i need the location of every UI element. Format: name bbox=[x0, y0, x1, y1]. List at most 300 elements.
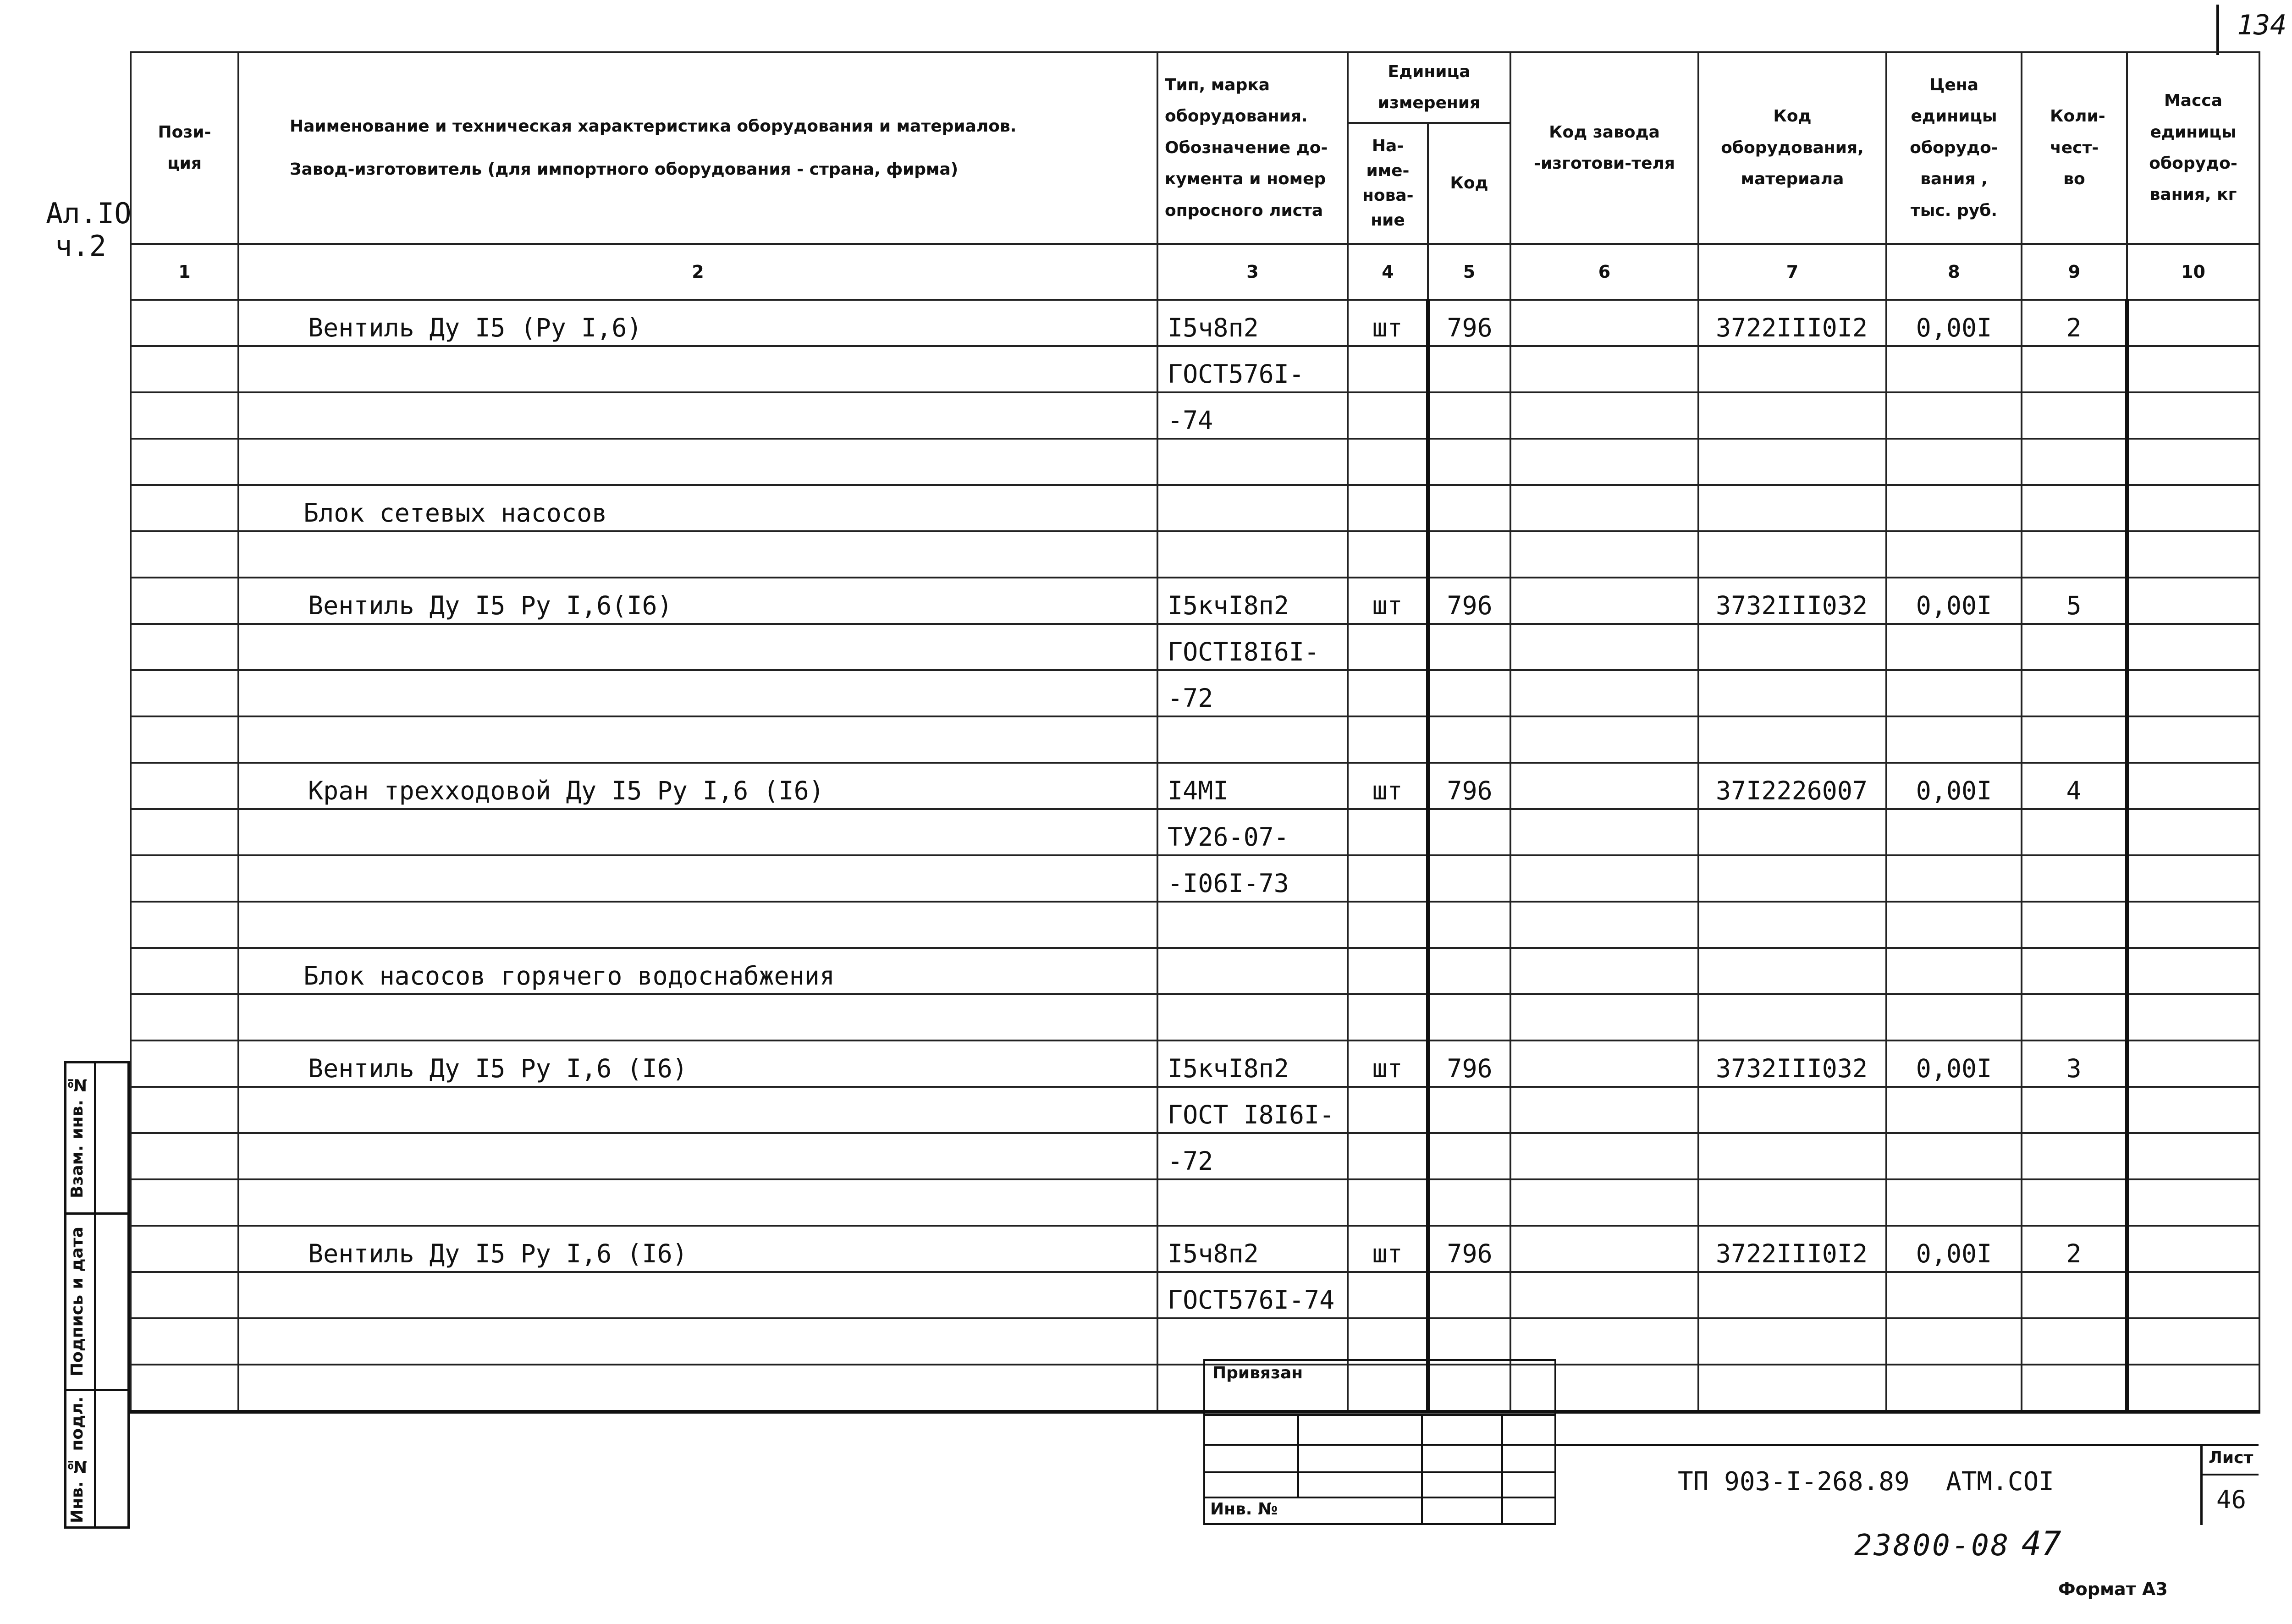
unit-code-cell bbox=[1428, 948, 1510, 994]
sheet-cell-rule bbox=[2200, 1474, 2259, 1475]
table-row bbox=[131, 855, 2259, 902]
equipment-code-cell bbox=[1698, 1318, 1886, 1365]
binding-rule bbox=[1203, 1444, 1556, 1446]
factory-code-cell bbox=[1510, 1040, 1698, 1087]
unit-cell: шт bbox=[1348, 763, 1428, 809]
table-row bbox=[131, 624, 2259, 670]
archive-page: 47 bbox=[2022, 1524, 2061, 1563]
header-unit-name: На-име-нова-ние bbox=[1348, 123, 1428, 244]
unit-cell bbox=[1348, 1179, 1428, 1226]
stamp-divider bbox=[64, 1389, 130, 1391]
column-number-row bbox=[131, 244, 2259, 300]
quantity-cell bbox=[2022, 1318, 2127, 1365]
position-cell bbox=[131, 624, 238, 670]
mass-cell bbox=[2127, 1133, 2259, 1179]
unit-cell: шт bbox=[1348, 300, 1428, 346]
archive-number: 23800-08 bbox=[1854, 1529, 2011, 1563]
type-cell: I4МI bbox=[1157, 763, 1348, 809]
header-name-line-1: Наименование и техническая характеристика оборудования и материалов. bbox=[290, 117, 1017, 136]
equipment-code-cell bbox=[1698, 485, 1886, 531]
table-row bbox=[131, 1226, 2259, 1272]
mass-cell bbox=[2127, 1318, 2259, 1365]
name-cell: Вентиль Ду I5 Ру I,6 (I6) bbox=[238, 1040, 1157, 1087]
position-cell bbox=[131, 902, 238, 948]
unit-cell bbox=[1348, 346, 1428, 392]
name-cell bbox=[238, 1087, 1157, 1133]
specification-table bbox=[130, 51, 2260, 1414]
equipment-code-cell bbox=[1698, 1272, 1886, 1318]
quantity-cell: 2 bbox=[2022, 1226, 2127, 1272]
position-cell bbox=[131, 1365, 238, 1412]
table-row bbox=[131, 1365, 2259, 1412]
position-cell bbox=[131, 1040, 238, 1087]
unit-cell: шт bbox=[1348, 1040, 1428, 1087]
mass-cell bbox=[2127, 485, 2259, 531]
price-cell bbox=[1886, 531, 2022, 578]
price-cell bbox=[1886, 855, 2022, 902]
factory-code-cell bbox=[1510, 1087, 1698, 1133]
quantity-cell: 2 bbox=[2022, 300, 2127, 346]
type-cell: -72 bbox=[1157, 1133, 1348, 1179]
header-equipment-code: Код оборудования, материала bbox=[1698, 52, 1886, 244]
unit-cell bbox=[1348, 1133, 1428, 1179]
table-row bbox=[131, 1179, 2259, 1226]
position-cell bbox=[131, 809, 238, 855]
factory-code-cell bbox=[1510, 809, 1698, 855]
table-row bbox=[131, 809, 2259, 855]
column-number-6: 6 bbox=[1510, 244, 1698, 300]
type-cell bbox=[1157, 1318, 1348, 1365]
unit-cell bbox=[1348, 855, 1428, 902]
price-cell: 0,00I bbox=[1886, 1226, 2022, 1272]
type-cell bbox=[1157, 1179, 1348, 1226]
mass-cell bbox=[2127, 948, 2259, 994]
factory-code-cell bbox=[1510, 994, 1698, 1040]
quantity-cell: 4 bbox=[2022, 763, 2127, 809]
header-name bbox=[238, 52, 1157, 244]
equipment-code-cell bbox=[1698, 948, 1886, 994]
name-cell bbox=[238, 1179, 1157, 1226]
position-cell bbox=[131, 1133, 238, 1179]
table-row bbox=[131, 1133, 2259, 1179]
binding-rule bbox=[1297, 1414, 1299, 1497]
factory-code-cell bbox=[1510, 346, 1698, 392]
quantity-cell bbox=[2022, 624, 2127, 670]
name-cell bbox=[238, 994, 1157, 1040]
corner-rule bbox=[2216, 5, 2219, 55]
format-label: Формат А3 bbox=[2058, 1579, 2168, 1599]
factory-code-cell bbox=[1510, 716, 1698, 763]
name-cell bbox=[238, 716, 1157, 763]
table-row bbox=[131, 670, 2259, 716]
column-number-4: 4 bbox=[1348, 244, 1428, 300]
position-cell bbox=[131, 392, 238, 439]
mass-cell bbox=[2127, 1087, 2259, 1133]
factory-code-cell bbox=[1510, 763, 1698, 809]
type-cell: ГОСТ576I-74 bbox=[1157, 1272, 1348, 1318]
equipment-code-cell bbox=[1698, 855, 1886, 902]
unit-code-cell: 796 bbox=[1428, 300, 1510, 346]
position-cell bbox=[131, 300, 238, 346]
album-line-2: ч.2 bbox=[55, 229, 106, 263]
mass-cell bbox=[2127, 994, 2259, 1040]
unit-cell bbox=[1348, 1318, 1428, 1365]
position-cell bbox=[131, 531, 238, 578]
approval-stamp-value-column bbox=[96, 1061, 130, 1529]
header-row bbox=[131, 52, 2259, 123]
factory-code-cell bbox=[1510, 485, 1698, 531]
price-cell bbox=[1886, 624, 2022, 670]
table-row bbox=[131, 578, 2259, 624]
unit-code-cell bbox=[1428, 1087, 1510, 1133]
factory-code-cell bbox=[1510, 392, 1698, 439]
unit-cell bbox=[1348, 485, 1428, 531]
album-line-1: Ал.IO bbox=[46, 197, 132, 230]
mass-cell bbox=[2127, 902, 2259, 948]
quantity-cell bbox=[2022, 392, 2127, 439]
factory-code-cell bbox=[1510, 855, 1698, 902]
unit-code-cell bbox=[1428, 531, 1510, 578]
table-row bbox=[131, 439, 2259, 485]
price-cell bbox=[1886, 485, 2022, 531]
header-unit-group: Единица измерения bbox=[1348, 52, 1510, 123]
position-cell bbox=[131, 578, 238, 624]
equipment-code-cell: 3732III032 bbox=[1698, 1040, 1886, 1087]
equipment-code-cell: 3732III032 bbox=[1698, 578, 1886, 624]
table-row bbox=[131, 1318, 2259, 1365]
name-cell bbox=[238, 624, 1157, 670]
quantity-cell bbox=[2022, 439, 2127, 485]
unit-code-cell bbox=[1428, 809, 1510, 855]
header-mass: Масса единицы оборудо-вания, кг bbox=[2127, 52, 2259, 244]
unit-code-cell bbox=[1428, 485, 1510, 531]
header-name-line-2: Завод-изготовитель (для импортного оборудования - страна, фирма) bbox=[290, 160, 959, 179]
factory-code-cell bbox=[1510, 1133, 1698, 1179]
position-cell bbox=[131, 994, 238, 1040]
name-cell bbox=[238, 902, 1157, 948]
mass-cell bbox=[2127, 670, 2259, 716]
unit-cell: шт bbox=[1348, 1226, 1428, 1272]
type-cell bbox=[1157, 485, 1348, 531]
quantity-cell bbox=[2022, 346, 2127, 392]
position-cell bbox=[131, 439, 238, 485]
name-cell bbox=[238, 1272, 1157, 1318]
type-cell bbox=[1157, 994, 1348, 1040]
position-cell bbox=[131, 1226, 238, 1272]
quantity-cell bbox=[2022, 809, 2127, 855]
header-type: Тип, марка оборудования. Обозначение до-кумента и номер опросного листа bbox=[1157, 52, 1348, 244]
type-cell: I5кчI8п2 bbox=[1157, 1040, 1348, 1087]
table-row bbox=[131, 902, 2259, 948]
table-row bbox=[131, 716, 2259, 763]
quantity-cell: 5 bbox=[2022, 578, 2127, 624]
mass-cell bbox=[2127, 716, 2259, 763]
column-number-7: 7 bbox=[1698, 244, 1886, 300]
unit-code-cell bbox=[1428, 670, 1510, 716]
name-cell bbox=[238, 1133, 1157, 1179]
table-row bbox=[131, 1272, 2259, 1318]
equipment-code-cell bbox=[1698, 716, 1886, 763]
unit-cell bbox=[1348, 624, 1428, 670]
sheet-number: 46 bbox=[2216, 1485, 2247, 1514]
price-cell bbox=[1886, 716, 2022, 763]
price-cell bbox=[1886, 392, 2022, 439]
quantity-cell bbox=[2022, 948, 2127, 994]
price-cell bbox=[1886, 1318, 2022, 1365]
equipment-code-cell bbox=[1698, 809, 1886, 855]
position-cell bbox=[131, 1272, 238, 1318]
position-cell bbox=[131, 948, 238, 994]
position-cell bbox=[131, 716, 238, 763]
name-cell bbox=[238, 670, 1157, 716]
equipment-code-cell bbox=[1698, 392, 1886, 439]
equipment-code-cell bbox=[1698, 439, 1886, 485]
quantity-cell bbox=[2022, 1133, 2127, 1179]
equipment-code-cell: 3722III0I2 bbox=[1698, 300, 1886, 346]
binding-rule bbox=[1203, 1497, 1556, 1498]
price-cell bbox=[1886, 1365, 2022, 1412]
type-cell: -74 bbox=[1157, 392, 1348, 439]
table-row bbox=[131, 485, 2259, 531]
mass-cell bbox=[2127, 578, 2259, 624]
binding-rule bbox=[1421, 1414, 1423, 1525]
unit-cell bbox=[1348, 948, 1428, 994]
mass-cell bbox=[2127, 624, 2259, 670]
corner-sheet-number: 134 bbox=[2237, 9, 2287, 41]
column-number-8: 8 bbox=[1886, 244, 2022, 300]
name-cell bbox=[238, 439, 1157, 485]
unit-cell bbox=[1348, 716, 1428, 763]
price-cell bbox=[1886, 439, 2022, 485]
unit-code-cell bbox=[1428, 439, 1510, 485]
unit-code-cell bbox=[1428, 1133, 1510, 1179]
mass-cell bbox=[2127, 855, 2259, 902]
price-cell: 0,00I bbox=[1886, 578, 2022, 624]
stamp-original-inventory: Инв. № подл. bbox=[68, 1396, 87, 1524]
factory-code-cell bbox=[1510, 1179, 1698, 1226]
quantity-cell bbox=[2022, 1272, 2127, 1318]
price-cell bbox=[1886, 1179, 2022, 1226]
position-cell bbox=[131, 670, 238, 716]
equipment-code-cell bbox=[1698, 1087, 1886, 1133]
quantity-cell bbox=[2022, 716, 2127, 763]
type-cell: ТУ26-07- bbox=[1157, 809, 1348, 855]
binding-rule bbox=[1203, 1414, 1556, 1416]
stamp-divider bbox=[64, 1212, 130, 1215]
table-row bbox=[131, 994, 2259, 1040]
unit-code-cell: 796 bbox=[1428, 578, 1510, 624]
quantity-cell: 3 bbox=[2022, 1040, 2127, 1087]
position-cell bbox=[131, 1318, 238, 1365]
mass-cell bbox=[2127, 1272, 2259, 1318]
name-cell bbox=[238, 531, 1157, 578]
equipment-code-cell: 3722III0I2 bbox=[1698, 1226, 1886, 1272]
type-cell: I5ч8п2 bbox=[1157, 1226, 1348, 1272]
name-cell: Блок насосов горячего водоснабжения bbox=[238, 948, 1157, 994]
unit-code-cell bbox=[1428, 346, 1510, 392]
header-factory-code: Код завода -изготови-теля bbox=[1510, 52, 1698, 244]
quantity-cell bbox=[2022, 1087, 2127, 1133]
price-cell: 0,00I bbox=[1886, 300, 2022, 346]
name-cell bbox=[238, 1365, 1157, 1412]
mass-cell bbox=[2127, 392, 2259, 439]
table-row bbox=[131, 531, 2259, 578]
factory-code-cell bbox=[1510, 670, 1698, 716]
name-cell: Блок сетевых насосов bbox=[238, 485, 1157, 531]
factory-code-cell bbox=[1510, 1226, 1698, 1272]
table-row bbox=[131, 1087, 2259, 1133]
header-price: Цена единицы оборудо-вания , тыс. руб. bbox=[1886, 52, 2022, 244]
factory-code-cell bbox=[1510, 1272, 1698, 1318]
specification-body bbox=[131, 300, 2259, 1412]
price-cell bbox=[1886, 1133, 2022, 1179]
equipment-code-cell bbox=[1698, 624, 1886, 670]
mass-cell bbox=[2127, 763, 2259, 809]
header-quantity: Коли-чест-во bbox=[2022, 52, 2127, 244]
quantity-cell bbox=[2022, 531, 2127, 578]
type-cell: I5кчI8п2 bbox=[1157, 578, 1348, 624]
unit-code-cell: 796 bbox=[1428, 1040, 1510, 1087]
unit-code-cell bbox=[1428, 902, 1510, 948]
equipment-code-cell bbox=[1698, 1365, 1886, 1412]
sheet-cell-rule bbox=[2200, 1444, 2203, 1525]
type-cell bbox=[1157, 948, 1348, 994]
type-cell: ГОСТ I8I6I- bbox=[1157, 1087, 1348, 1133]
unit-cell bbox=[1348, 1087, 1428, 1133]
unit-code-cell bbox=[1428, 1272, 1510, 1318]
name-cell: Вентиль Ду I5 Ру I,6 (I6) bbox=[238, 1226, 1157, 1272]
album-marker bbox=[46, 197, 132, 263]
name-cell bbox=[238, 346, 1157, 392]
name-cell bbox=[238, 855, 1157, 902]
table-row bbox=[131, 392, 2259, 439]
unit-cell bbox=[1348, 994, 1428, 1040]
price-cell bbox=[1886, 902, 2022, 948]
quantity-cell bbox=[2022, 1179, 2127, 1226]
table-row bbox=[131, 300, 2259, 346]
factory-code-cell bbox=[1510, 902, 1698, 948]
column-number-9: 9 bbox=[2022, 244, 2127, 300]
factory-code-cell bbox=[1510, 948, 1698, 994]
price-cell bbox=[1886, 809, 2022, 855]
binding-label: Привязан bbox=[1212, 1364, 1303, 1382]
name-cell bbox=[238, 392, 1157, 439]
position-cell bbox=[131, 763, 238, 809]
name-cell: Вентиль Ду I5 (Ру I,6) bbox=[238, 300, 1157, 346]
column-number-3: 3 bbox=[1157, 244, 1348, 300]
type-cell bbox=[1157, 439, 1348, 485]
mass-cell bbox=[2127, 531, 2259, 578]
sheet-label: Лист bbox=[2209, 1448, 2253, 1467]
factory-code-cell bbox=[1510, 531, 1698, 578]
table-row bbox=[131, 346, 2259, 392]
quantity-cell bbox=[2022, 1365, 2127, 1412]
price-cell: 0,00I bbox=[1886, 1040, 2022, 1087]
type-cell: I5ч8п2 bbox=[1157, 300, 1348, 346]
price-cell bbox=[1886, 994, 2022, 1040]
equipment-code-cell bbox=[1698, 1133, 1886, 1179]
unit-code-cell bbox=[1428, 855, 1510, 902]
unit-cell bbox=[1348, 531, 1428, 578]
price-cell: 0,00I bbox=[1886, 763, 2022, 809]
equipment-code-cell: 37I2226007 bbox=[1698, 763, 1886, 809]
quantity-cell bbox=[2022, 855, 2127, 902]
mass-cell bbox=[2127, 1226, 2259, 1272]
unit-cell bbox=[1348, 392, 1428, 439]
unit-code-cell: 796 bbox=[1428, 1226, 1510, 1272]
factory-code-cell bbox=[1510, 578, 1698, 624]
name-cell bbox=[238, 809, 1157, 855]
unit-cell bbox=[1348, 1272, 1428, 1318]
title-rule bbox=[1556, 1444, 2259, 1446]
position-cell bbox=[131, 1179, 238, 1226]
equipment-code-cell bbox=[1698, 670, 1886, 716]
unit-code-cell bbox=[1428, 1179, 1510, 1226]
unit-cell bbox=[1348, 439, 1428, 485]
mass-cell bbox=[2127, 809, 2259, 855]
mass-cell bbox=[2127, 439, 2259, 485]
factory-code-cell bbox=[1510, 439, 1698, 485]
header-position: Пози- ция bbox=[131, 52, 238, 244]
equipment-code-cell bbox=[1698, 1179, 1886, 1226]
unit-code-cell: 796 bbox=[1428, 763, 1510, 809]
price-cell bbox=[1886, 346, 2022, 392]
stamp-swap-inventory: Взам. инв. № bbox=[68, 1075, 87, 1199]
column-number-1: 1 bbox=[131, 244, 238, 300]
unit-code-cell bbox=[1428, 392, 1510, 439]
name-cell: Кран трехходовой Ду I5 Ру I,6 (I6) bbox=[238, 763, 1157, 809]
mass-cell bbox=[2127, 1365, 2259, 1412]
mass-cell bbox=[2127, 1179, 2259, 1226]
header-unit-code: Код bbox=[1428, 123, 1510, 244]
quantity-cell bbox=[2022, 902, 2127, 948]
unit-cell: шт bbox=[1348, 578, 1428, 624]
stamp-signature-date: Подпись и дата bbox=[68, 1227, 87, 1377]
type-cell bbox=[1157, 531, 1348, 578]
unit-code-cell bbox=[1428, 716, 1510, 763]
inventory-number-label: Инв. № bbox=[1210, 1500, 1278, 1519]
binding-rule bbox=[1203, 1471, 1556, 1473]
type-cell: -72 bbox=[1157, 670, 1348, 716]
type-cell: ГОСТ576I- bbox=[1157, 346, 1348, 392]
name-cell bbox=[238, 1318, 1157, 1365]
price-cell bbox=[1886, 670, 2022, 716]
table-row bbox=[131, 948, 2259, 994]
factory-code-cell bbox=[1510, 624, 1698, 670]
table-row bbox=[131, 763, 2259, 809]
unit-cell bbox=[1348, 670, 1428, 716]
price-cell bbox=[1886, 1272, 2022, 1318]
equipment-code-cell bbox=[1698, 994, 1886, 1040]
equipment-code-cell bbox=[1698, 346, 1886, 392]
quantity-cell bbox=[2022, 994, 2127, 1040]
equipment-code-cell bbox=[1698, 902, 1886, 948]
position-cell bbox=[131, 346, 238, 392]
quantity-cell bbox=[2022, 485, 2127, 531]
name-cell: Вентиль Ду I5 Ру I,6(I6) bbox=[238, 578, 1157, 624]
factory-code-cell bbox=[1510, 1318, 1698, 1365]
unit-code-cell bbox=[1428, 624, 1510, 670]
unit-cell bbox=[1348, 902, 1428, 948]
unit-code-cell bbox=[1428, 1318, 1510, 1365]
position-cell bbox=[131, 855, 238, 902]
type-cell bbox=[1157, 902, 1348, 948]
price-cell bbox=[1886, 1087, 2022, 1133]
mass-cell bbox=[2127, 346, 2259, 392]
equipment-code-cell bbox=[1698, 531, 1886, 578]
type-cell: ГОСТI8I6I- bbox=[1157, 624, 1348, 670]
document-mark: АТМ.COI bbox=[1946, 1467, 2055, 1497]
